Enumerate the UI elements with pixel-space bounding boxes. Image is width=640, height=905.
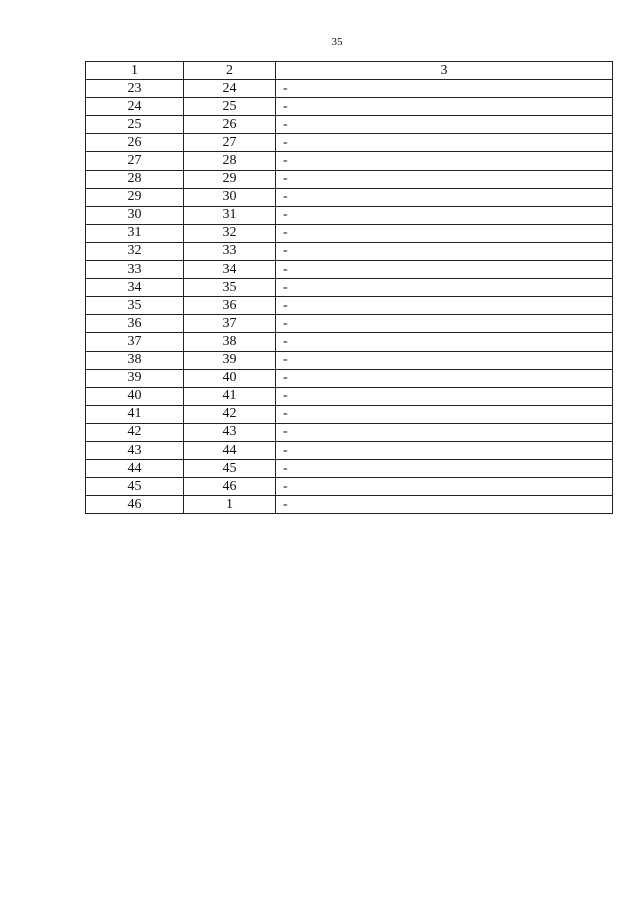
table-row bbox=[86, 224, 613, 242]
table-cell-col3: - bbox=[276, 460, 613, 478]
table-cell-col3: - bbox=[276, 261, 613, 279]
table-cell-col1: 44 bbox=[86, 460, 184, 478]
table-cell-col2: 27 bbox=[184, 134, 276, 152]
table-cell-col3: - bbox=[276, 333, 613, 351]
table-cell-col2: 43 bbox=[184, 423, 276, 441]
table-body bbox=[86, 80, 613, 514]
table-cell-col2: 40 bbox=[184, 369, 276, 387]
page-number: 35 bbox=[331, 36, 343, 48]
table-cell-col2: 28 bbox=[184, 152, 276, 170]
table-row bbox=[86, 261, 613, 279]
table-header bbox=[86, 62, 613, 80]
header-cell-1: 1 bbox=[86, 62, 184, 80]
table-row bbox=[86, 351, 613, 369]
table-cell-col2: 44 bbox=[184, 441, 276, 459]
table-row bbox=[86, 116, 613, 134]
table-cell-col3: - bbox=[276, 242, 613, 260]
table-cell-col2: 35 bbox=[184, 279, 276, 297]
table-row bbox=[86, 333, 613, 351]
table-cell-col1: 41 bbox=[86, 405, 184, 423]
table-cell-col2: 45 bbox=[184, 460, 276, 478]
table-cell-col3: - bbox=[276, 351, 613, 369]
table-cell-col1: 31 bbox=[86, 224, 184, 242]
table-cell-col1: 23 bbox=[86, 80, 184, 98]
table-cell-col1: 35 bbox=[86, 297, 184, 315]
table-cell-col3: - bbox=[276, 224, 613, 242]
table-cell-col1: 24 bbox=[86, 98, 184, 116]
table-cell-col3: - bbox=[276, 279, 613, 297]
table-row bbox=[86, 315, 613, 333]
table-cell-col2: 33 bbox=[184, 242, 276, 260]
table-cell-col1: 39 bbox=[86, 369, 184, 387]
table-row bbox=[86, 134, 613, 152]
table-cell-col2: 42 bbox=[184, 405, 276, 423]
table-row bbox=[86, 460, 613, 478]
table-cell-col2: 26 bbox=[184, 116, 276, 134]
table-row bbox=[86, 242, 613, 260]
table-cell-col3: - bbox=[276, 478, 613, 496]
table-cell-col1: 27 bbox=[86, 152, 184, 170]
table-cell-col3: - bbox=[276, 387, 613, 405]
table-cell-col3: - bbox=[276, 80, 613, 98]
table-cell-col1: 37 bbox=[86, 333, 184, 351]
table-cell-col2: 25 bbox=[184, 98, 276, 116]
table-cell-col3: - bbox=[276, 441, 613, 459]
data-table bbox=[85, 61, 613, 514]
header-row bbox=[86, 62, 613, 80]
table-cell-col1: 34 bbox=[86, 279, 184, 297]
table-cell-col1: 36 bbox=[86, 315, 184, 333]
table-row bbox=[86, 369, 613, 387]
table-cell-col2: 36 bbox=[184, 297, 276, 315]
table-row bbox=[86, 496, 613, 514]
table-row bbox=[86, 387, 613, 405]
table-cell-col1: 29 bbox=[86, 188, 184, 206]
table-cell-col3: - bbox=[276, 134, 613, 152]
table-row bbox=[86, 80, 613, 98]
table-cell-col2: 38 bbox=[184, 333, 276, 351]
table-cell-col3: - bbox=[276, 152, 613, 170]
table-cell-col2: 24 bbox=[184, 80, 276, 98]
table-cell-col1: 25 bbox=[86, 116, 184, 134]
table-cell-col3: - bbox=[276, 405, 613, 423]
table-cell-col2: 1 bbox=[184, 496, 276, 514]
table-cell-col3: - bbox=[276, 170, 613, 188]
table-cell-col3: - bbox=[276, 315, 613, 333]
header-cell-2: 2 bbox=[184, 62, 276, 80]
table-cell-col2: 37 bbox=[184, 315, 276, 333]
table-cell-col2: 39 bbox=[184, 351, 276, 369]
table-cell-col1: 26 bbox=[86, 134, 184, 152]
table-cell-col3: - bbox=[276, 206, 613, 224]
table-row bbox=[86, 188, 613, 206]
table-row bbox=[86, 405, 613, 423]
table-cell-col1: 28 bbox=[86, 170, 184, 188]
table-cell-col3: - bbox=[276, 188, 613, 206]
table-cell-col2: 41 bbox=[184, 387, 276, 405]
table-row bbox=[86, 441, 613, 459]
header-cell-3: 3 bbox=[276, 62, 613, 80]
table-cell-col3: - bbox=[276, 423, 613, 441]
table-cell-col3: - bbox=[276, 496, 613, 514]
table-cell-col2: 32 bbox=[184, 224, 276, 242]
table-cell-col2: 29 bbox=[184, 170, 276, 188]
table-cell-col1: 43 bbox=[86, 441, 184, 459]
table-cell-col2: 31 bbox=[184, 206, 276, 224]
table-cell-col1: 33 bbox=[86, 261, 184, 279]
table-row bbox=[86, 206, 613, 224]
table-cell-col2: 30 bbox=[184, 188, 276, 206]
table-cell-col1: 32 bbox=[86, 242, 184, 260]
table-cell-col1: 40 bbox=[86, 387, 184, 405]
table-cell-col1: 38 bbox=[86, 351, 184, 369]
table-cell-col3: - bbox=[276, 116, 613, 134]
table-cell-col1: 45 bbox=[86, 478, 184, 496]
table-row bbox=[86, 98, 613, 116]
table-cell-col1: 46 bbox=[86, 496, 184, 514]
table-row bbox=[86, 423, 613, 441]
table-cell-col2: 46 bbox=[184, 478, 276, 496]
table-cell-col3: - bbox=[276, 369, 613, 387]
table-row bbox=[86, 297, 613, 315]
table-row bbox=[86, 170, 613, 188]
table-cell-col1: 42 bbox=[86, 423, 184, 441]
table-cell-col2: 34 bbox=[184, 261, 276, 279]
table-cell-col3: - bbox=[276, 297, 613, 315]
table-cell-col1: 30 bbox=[86, 206, 184, 224]
table-row bbox=[86, 279, 613, 297]
table-row bbox=[86, 478, 613, 496]
table-cell-col3: - bbox=[276, 98, 613, 116]
table-row bbox=[86, 152, 613, 170]
